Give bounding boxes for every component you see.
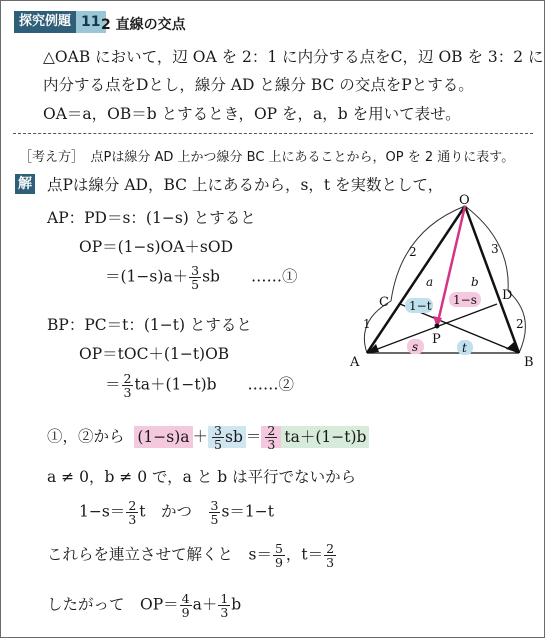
- seg-s-label: s: [412, 340, 419, 354]
- hint-text: ［考え方］ 点Pは線分 AD 上かつ線分 BC 上にあることから，OP を 2 通りに表す。: [19, 150, 515, 165]
- ratio-ca: 1: [363, 317, 371, 331]
- op-expression-1: OP＝(1−s)OA＋sOD: [79, 238, 234, 256]
- vec-a-label: a: [426, 275, 434, 289]
- solve-result: これらを連立させて解くと s＝ $\frac{5}{9}$ ，t＝ $\frac{2}{3}$: [47, 541, 335, 570]
- ratio-db: 2: [516, 317, 524, 331]
- label-o: O: [459, 193, 470, 208]
- solution-intro: 点Pは線分 AD，BC 上にあるから，s，t を実数として，: [47, 176, 444, 194]
- equation-2: ＝ $\frac{2}{3}$ ta＋(1−t)b ……②: [105, 371, 295, 400]
- problem-line-3: OA＝a，OB＝b とするとき，OP を，a，b を用いて表せ。: [43, 105, 461, 123]
- bp-ratio: BP：PC＝t：(1−t) とすると: [47, 316, 252, 334]
- triangle-diagram: [331, 191, 541, 376]
- seg-t-label: t: [462, 341, 467, 355]
- hint-divider: [13, 133, 533, 134]
- label-p: P: [432, 332, 441, 347]
- label-d: D: [502, 288, 513, 303]
- system-of-equations: 1−s＝ $\frac{2}{3}$ t かつ $\frac{3}{5}$ s＝1−t: [79, 498, 274, 527]
- side-oa: [367, 206, 465, 353]
- label-b: B: [524, 355, 534, 370]
- ratio-oc: 2: [409, 245, 417, 259]
- example-number: 11: [76, 11, 105, 33]
- example-label: [14, 11, 106, 33]
- label-a: A: [350, 355, 360, 370]
- problem-line-1: △OAB において，辺 OA を 2：1 に内分する点をC，辺 OB を 3：2 に: [43, 48, 544, 66]
- label-c: C: [379, 295, 389, 310]
- ratio-od: 3: [491, 242, 499, 256]
- final-answer: したがって OP＝ $\frac{4}{9}$ a＋ $\frac{1}{3}$ b: [47, 591, 242, 620]
- vector-op: [437, 206, 465, 326]
- comparison: ①，②から (1−s)a ＋ $\frac{3}{5}$ sb ＝ $\frac{2}{3}$ ta＋(1−t)b: [47, 424, 369, 451]
- solution-mark: 解: [15, 174, 35, 194]
- seg-1s-label: 1−s: [453, 293, 477, 307]
- ap-ratio: AP：PD＝s：(1−s) とすると: [47, 209, 256, 227]
- independence-note: a ≠ 0，b ≠ 0 で，a と b は平行でないから: [47, 468, 357, 486]
- point-p: [435, 324, 440, 329]
- problem-line-2: 内分する点をDとし，線分 AD と線分 BC の交点をPとする。: [43, 76, 474, 94]
- example-title: 2 直線の交点: [101, 17, 186, 33]
- example-tag: 探究例題: [14, 11, 76, 33]
- seg-1t-label: 1−t: [409, 299, 432, 313]
- op-expression-2: OP＝tOC＋(1−t)OB: [79, 345, 230, 363]
- equation-1: ＝(1−s)a＋ $\frac{3}{5}$ sb ……①: [105, 263, 298, 292]
- vec-b-label: b: [471, 275, 479, 289]
